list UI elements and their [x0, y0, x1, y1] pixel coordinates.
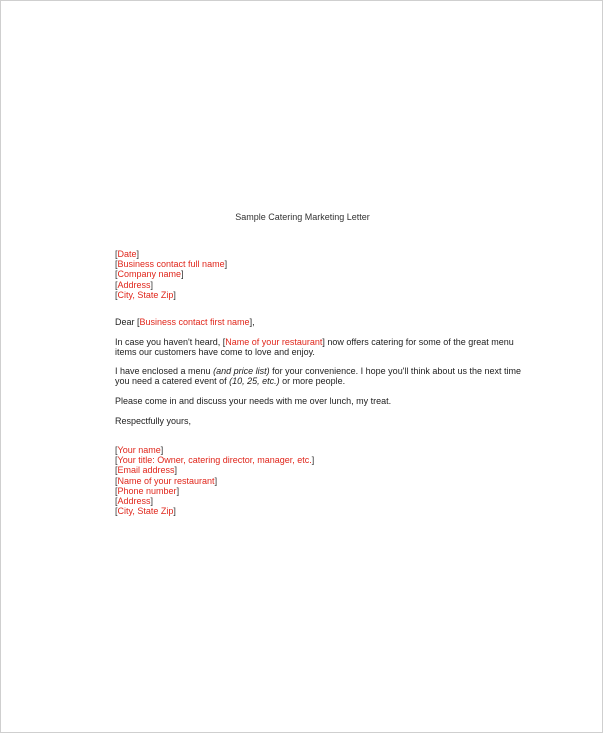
- signature-address-placeholder: [ Address ]: [115, 496, 515, 506]
- para2-suffix: for your convenience. I hope you'll think about us the next time: [269, 366, 521, 376]
- paragraph-1: [115, 337, 515, 357]
- address-placeholder: [ Address ]: [115, 280, 515, 290]
- price-list-italic: (and price list): [213, 366, 270, 376]
- greeting-line: [115, 317, 515, 327]
- restaurant-name-signature-placeholder: [ Name of your restaurant ]: [115, 476, 515, 486]
- recipient-address-block: [115, 249, 515, 300]
- phone-number-placeholder: [ Phone number ]: [115, 486, 515, 496]
- para2-prefix: I have enclosed a menu: [115, 366, 214, 376]
- event-size-italic: (10, 25, etc.): [229, 376, 280, 387]
- signature-city-state-zip-placeholder: [ City, State Zip ]: [115, 506, 515, 516]
- greeting-prefix: Dear [: [115, 317, 140, 327]
- company-name-placeholder: [ Company name ]: [115, 269, 515, 279]
- closing: Respectfully yours,: [115, 416, 192, 426]
- contact-full-name-placeholder: [ Business contact full name ]: [115, 259, 515, 269]
- letter-title: Sample Catering Marketing Letter: [235, 212, 370, 222]
- greeting-suffix: ],: [249, 317, 255, 327]
- city-state-zip-placeholder: [ City, State Zip ]: [115, 290, 515, 300]
- signature-block: [115, 445, 515, 516]
- your-name-placeholder: [ Your name ]: [115, 445, 515, 455]
- email-address-placeholder: [ Email address ]: [115, 465, 515, 475]
- contact-first-name-placeholder: Business contact first name: [139, 317, 250, 327]
- para1-line2: items our customers have come to love and enjoy.: [115, 347, 315, 358]
- para1-prefix: In case you haven't heard, [: [115, 337, 226, 347]
- para2-line2-suffix: or more people.: [279, 376, 346, 387]
- para2-line2-prefix: you need a catered event of: [115, 376, 230, 387]
- para1-suffix: ] now offers catering for some of the great menu: [322, 337, 514, 347]
- date-placeholder: [ Date ]: [115, 249, 515, 259]
- restaurant-name-placeholder: Name of your restaurant: [225, 337, 323, 347]
- paragraph-2: [115, 366, 521, 387]
- your-title-placeholder: [ Your title: Owner, catering director, manager, etc. ]: [115, 455, 515, 465]
- paragraph-3: Please come in and discuss your needs with me over lunch, my treat.: [115, 396, 392, 406]
